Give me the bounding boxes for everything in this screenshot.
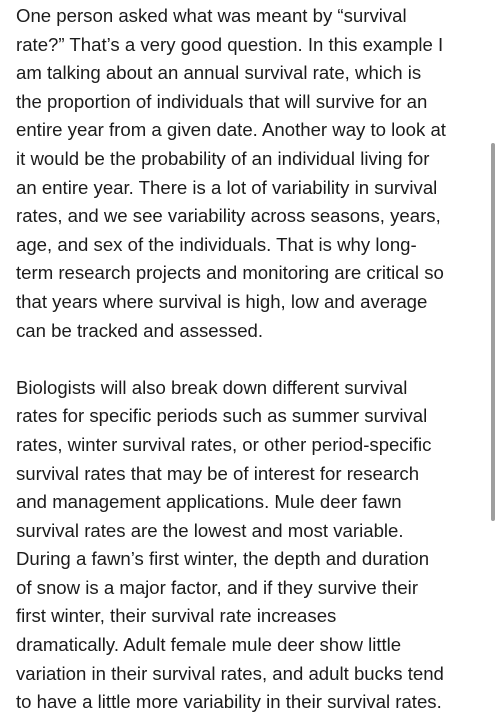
text-line: variation in their survival rates, and adult bucks tend <box>16 662 444 684</box>
text-line: and management applications. Mule deer fawn <box>16 491 402 513</box>
paragraph-gap <box>16 345 486 374</box>
paragraph-survival-rate-definition <box>16 2 486 345</box>
text-line: rates, and we see variability across seasons, years, <box>16 205 441 227</box>
text-line: During a fawn’s first winter, the depth and duration <box>16 548 430 570</box>
text-line: that years where survival is high, low and average <box>16 290 428 312</box>
text-line: term research projects and monitoring are critical so <box>16 262 444 284</box>
text-line: an entire year. There is a lot of variability in survival <box>16 176 438 198</box>
text-line: it would be the probability of an individual living for <box>16 147 430 169</box>
text-line: the proportion of individuals that will survive for an <box>16 90 428 112</box>
text-line: rates, winter survival rates, or other period-specific <box>16 433 432 455</box>
text-line: first winter, their survival rate increases <box>16 605 337 627</box>
text-line: survival rates are the lowest and most variable. <box>16 519 404 541</box>
text-line: dramatically. Adult female mule deer show little <box>16 634 402 656</box>
vertical-scrollbar[interactable] <box>491 143 495 521</box>
text-line: can be tracked and assessed. <box>16 319 264 341</box>
text-line: One person asked what was meant by “survival <box>16 5 407 26</box>
text-line: survival rates that may be of interest for research <box>16 462 420 484</box>
text-line: of snow is a major factor, and if they survive their <box>16 576 419 598</box>
text-line: rates for specific periods such as summer survival <box>16 405 428 427</box>
text-line: to have a little more variability in their survival rates. <box>16 691 442 713</box>
text-line: entire year from a given date. Another way to look at <box>16 119 446 141</box>
text-line: age, and sex of the individuals. That is why long- <box>16 233 417 255</box>
text-line: am talking about an annual survival rate, which is <box>16 62 422 84</box>
paragraph-period-specific-rates <box>16 374 486 717</box>
article-body <box>16 2 486 717</box>
text-line: rate?” That’s a very good question. In this example I <box>16 33 444 55</box>
text-line: Biologists will also break down different survival <box>16 376 408 398</box>
